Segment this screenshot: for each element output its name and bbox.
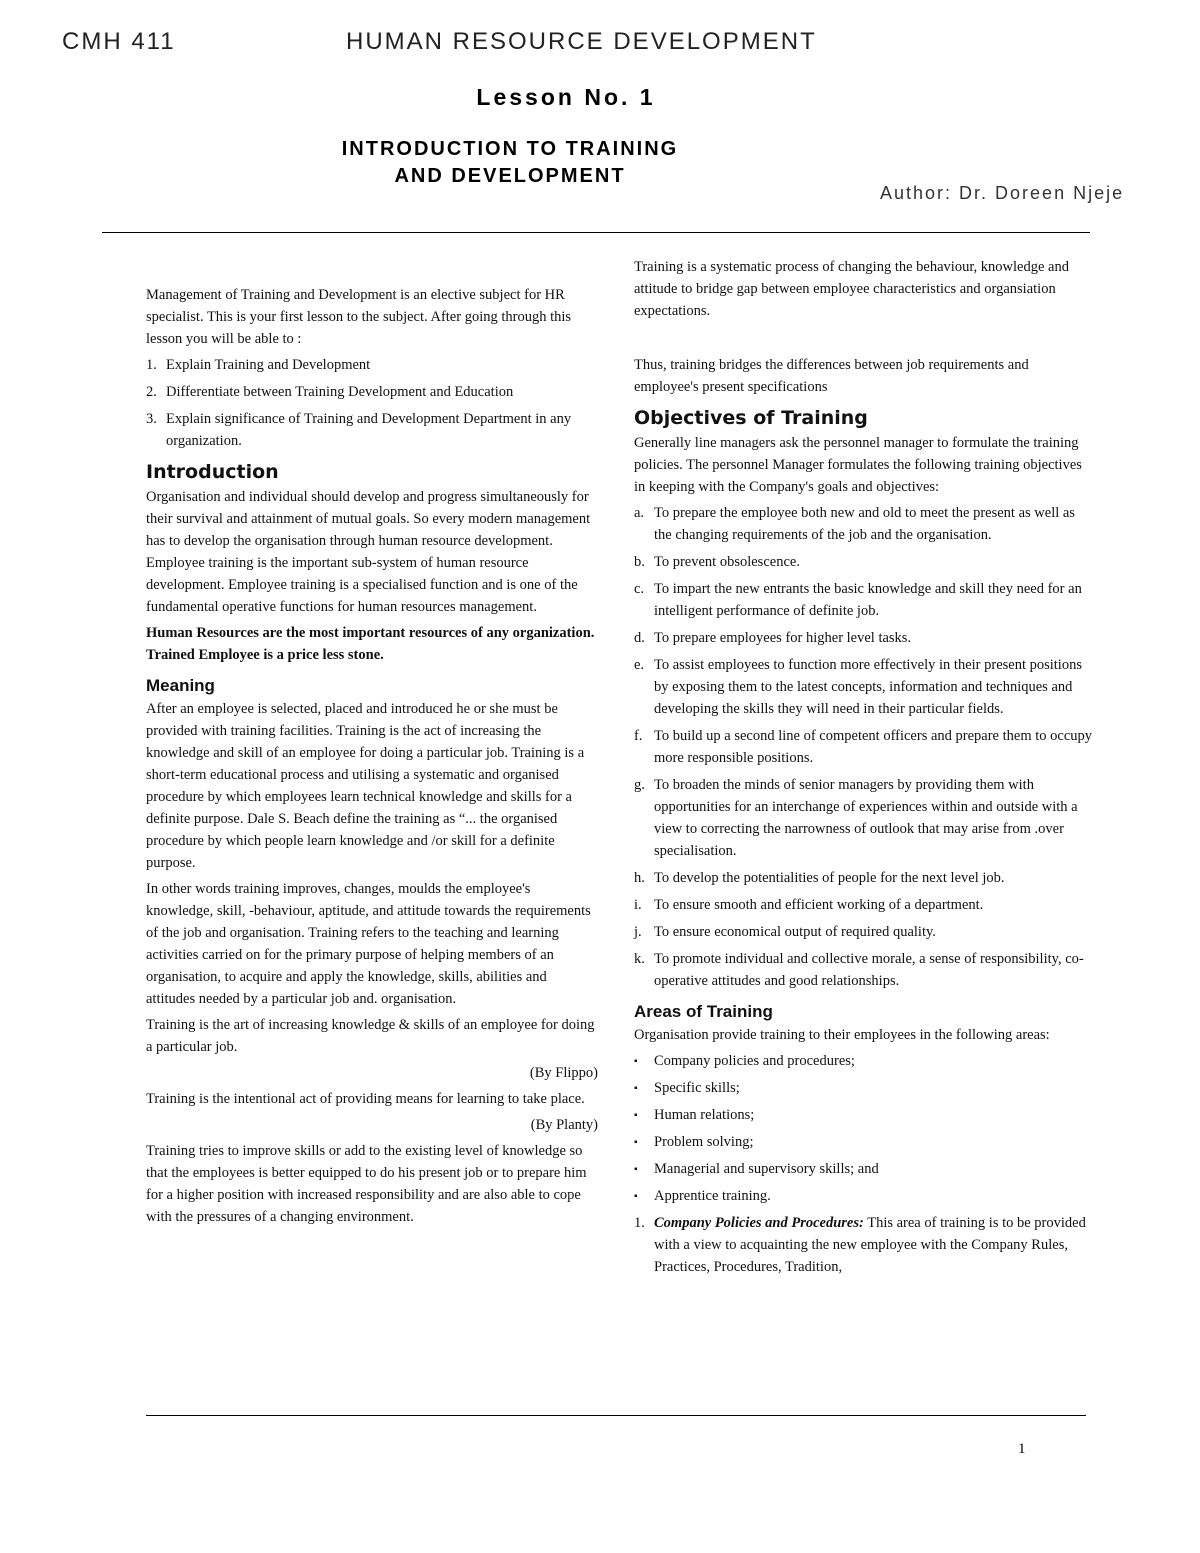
list-item [634,894,1092,916]
list-marker: c. [634,581,645,597]
list-item [634,921,1092,943]
list-item [634,1185,1092,1207]
list-item [634,578,1092,622]
list-marker: j. [634,924,642,940]
definition-flippo: Training is the art of increasing knowledge & skills of an employee for doing a particular job. [146,1017,595,1055]
introduction-paragraph: Organisation and individual should develop and progress simultaneously for their survival and attainment of mutual goals. So every modern management has to develop the organisation through human resource development. Employee training is the important sub-system of human resource development. Employee training is a specialised function and is one of the fundamental operative functions for human resources management. [146,489,591,615]
list-item-text: To prepare employees for higher level tasks. [654,630,912,646]
list-item-text: Explain Training and Development [166,357,371,373]
bullet-icon: ▪ [634,1056,638,1067]
list-item-text: To impart the new entrants the basic knowledge and skill they need for an intelligent performance of definite job. [654,581,1082,619]
bullet-icon: ▪ [634,1191,638,1202]
meaning-paragraph-3: Training tries to improve skills or add to the existing level of knowledge so that the employees is better equipped to do his present job or to prepare him for a higher position with increased responsibility and are also able to cope with the pressures of a changing environment. [146,1143,587,1225]
list-item [634,948,1092,992]
lesson-title-line-1: INTRODUCTION TO TRAINING [341,138,679,160]
list-item-text: To build up a second line of competent officers and prepare them to occupy more responsible positions. [654,728,1093,766]
introduction-emphasis: Human Resources are the most important resources of any organization. Trained Employee is a price less stone. [146,625,595,663]
introduction-heading: Introduction [146,461,279,483]
list-item-text: To promote individual and collective morale, a sense of responsibility, co-operative attitudes and good relationships. [654,951,1084,989]
list-item-text: Problem solving; [654,1134,754,1150]
course-code: CMH 411 [62,28,176,55]
bullet-icon: ▪ [634,1110,638,1121]
list-marker: e. [634,657,645,673]
list-item [634,1212,1092,1278]
list-item [634,627,1092,649]
bullet-icon: ▪ [634,1083,638,1094]
definition-planty: Training is the intentional act of providing means for learning to take place. [146,1091,585,1107]
list-item-text: Apprentice training. [654,1188,771,1204]
list-item [634,551,1092,573]
author: Author: Dr. Doreen Njeje [880,183,1125,203]
training-bridges-paragraph: Thus, training bridges the differences between job requirements and employee's present specifications [634,357,1029,395]
list-marker: 2. [146,384,157,400]
list-marker: f. [634,728,643,744]
company-policies-heading: Company Policies and Procedures: [654,1215,864,1231]
list-item-text: Explain significance of Training and Development Department in any organization. [166,411,572,449]
list-item [146,381,598,403]
list-item-text: Managerial and supervisory skills; and [654,1161,879,1177]
areas-heading: Areas of Training [634,1002,773,1021]
list-item-text: To broaden the minds of senior managers by providing them with opportunities for an interchange of experiences within and outside with a view to correcting the narrowness of outlook that may arise from .over specialisation. [654,777,1078,859]
lesson-number: Lesson No. 1 [476,84,656,110]
list-marker: 1. [634,1215,645,1231]
company-policies-text: This area of training is to be provided with a view to acquainting the new employee with the Company Rules, Practices, Procedures, Tradition, [654,1215,1086,1275]
list-item-text: To prevent obsolescence. [654,554,800,570]
intro-paragraph: Management of Training and Development is an elective subject for HR specialist. This is your first lesson to the subject. After going through this lesson you will be able to : [146,287,572,347]
bottom-divider [146,1415,1086,1416]
list-item [634,502,1092,546]
top-divider [102,232,1090,233]
list-item-text: To ensure economical output of required quality. [654,924,936,940]
list-marker: a. [634,505,645,521]
training-objectives-list [634,502,1092,992]
page-number: 1 [1018,1441,1026,1457]
list-item-text: Specific skills; [654,1080,740,1096]
list-item [634,1131,1092,1153]
list-marker: d. [634,630,645,646]
list-item-text: To assist employees to function more effectively in their present positions by exposing them to the latest concepts, information and techniques and developing the skills they will need in their particular fields. [654,657,1082,717]
training-areas-detail [634,1212,1092,1278]
left-column [146,284,598,1228]
list-marker: k. [634,951,645,967]
bullet-icon: ▪ [634,1137,638,1148]
list-item-text: To prepare the employee both new and old to meet the present as well as the changing requirements of the job and the organisation. [654,505,1075,543]
objectives-heading: Objectives of Training [634,407,868,429]
learning-objectives-list [146,354,598,452]
definition-planty-source: (By Planty) [530,1117,598,1133]
meaning-paragraph-1: After an employee is selected, placed and introduced he or she must be provided with training facilities. Training is the act of increasing the knowledge and skill of an employee for doing a particular job. Training is a short-term educational process and utilising a systematic and organised procedure by which employees learn technical knowledge and skills for a definite purpose. Dale S. Beach define the training as “... the organised procedure by which people learn knowledge and /or skill for a definite purpose. [146,701,585,871]
training-definition: Training is a systematic process of changing the behaviour, knowledge and attitude to bridge gap between employee characteristics and organsiation expectations. [634,259,1069,319]
list-marker: 1. [146,357,157,373]
list-marker: 3. [146,411,157,427]
training-areas-list [634,1050,1092,1207]
list-item [634,1050,1092,1072]
definition-flippo-source: (By Flippo) [529,1065,598,1081]
areas-intro: Organisation provide training to their employees in the following areas: [634,1027,1050,1043]
lesson-title-line-2: AND DEVELOPMENT [394,165,626,187]
course-title: HUMAN RESOURCE DEVELOPMENT [346,28,817,55]
list-item [634,867,1092,889]
list-item [634,774,1092,862]
list-item [634,654,1092,720]
meaning-heading: Meaning [146,676,215,695]
list-marker: b. [634,554,645,570]
list-item [146,408,598,452]
list-marker: h. [634,870,645,886]
list-item-text: Differentiate between Training Development and Education [166,384,514,400]
list-item [634,1077,1092,1099]
lesson-title [0,136,1020,190]
right-column [634,256,1092,1283]
list-item-text: To ensure smooth and efficient working of a department. [654,897,984,913]
list-item [146,354,598,376]
list-item-text: Company policies and procedures; [654,1053,855,1069]
list-marker: g. [634,777,645,793]
list-item [634,725,1092,769]
list-item [634,1104,1092,1126]
objectives-intro: Generally line managers ask the personnel manager to formulate the training policies. The personnel Manager formulates the following training objectives in keeping with the Company's goals and objectives: [634,435,1082,495]
list-marker: i. [634,897,642,913]
list-item-text: Human relations; [654,1107,755,1123]
list-item [634,1158,1092,1180]
list-item-text: To develop the potentialities of people for the next level job. [654,870,1005,886]
bullet-icon: ▪ [634,1164,638,1175]
meaning-paragraph-2: In other words training improves, changes, moulds the employee's knowledge, skill, -behaviour, aptitude, and attitude towards the requirements of the job and organisation. Training refers to the teaching and learning activities carried on for the primary purpose of helping members of an organisation, to acquire and apply the knowledge, skills, abilities and attitudes needed by a particular job and. organisation. [146,881,591,1007]
